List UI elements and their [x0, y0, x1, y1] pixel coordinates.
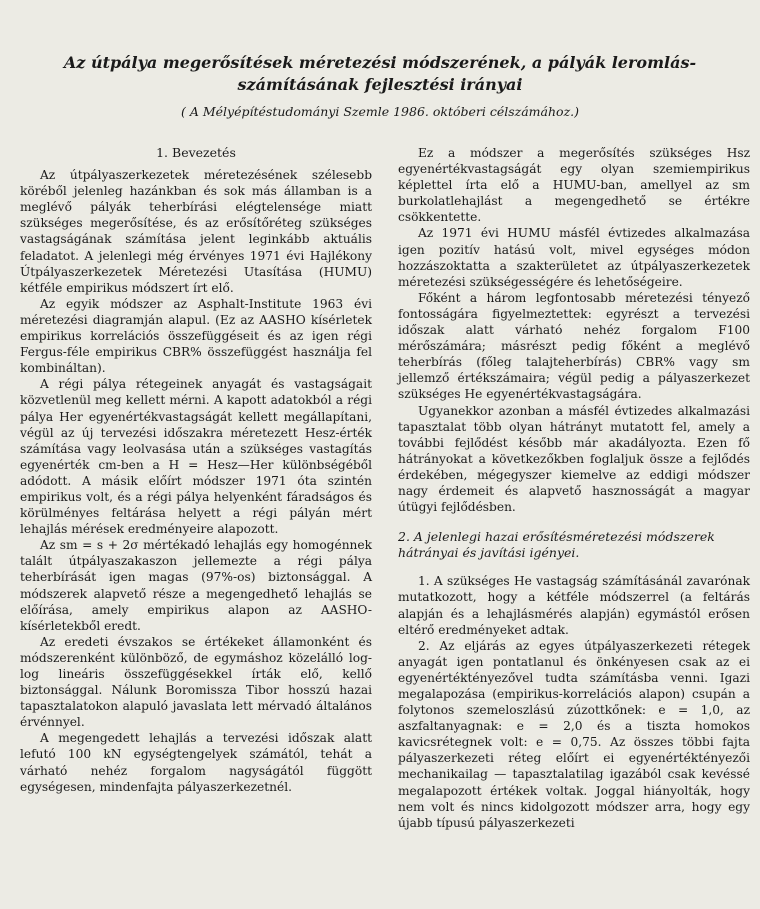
- paragraph: Főként a három legfontosabb méretezési tényező fontosságára figyelmeztettek: egyrészt a tervezési időszak alatt várható nehéz forgalom F100 mérőszámára; másrészt pedig főként a meglévő teherbírás (főleg talajteherbírás) CBR% vagy sm jellemző értékszámaira; végül pedig a pályaszerkezet szükséges He egyenértékvastagságára.: [398, 290, 750, 402]
- paragraph: Az sm = s + 2σ mértékadó lehajlás egy homogénnek talált útpályaszakaszon jellemezte a régi pálya teherbírását igen magas (97%-os) biztonsággal. A módszerek alapvető része a megengedhető lehajlás se előírása, amely empirikus alapon az AASHO-kísérletekből eredt.: [20, 538, 372, 633]
- paragraph: Az útpályaszerkezetek méretezésének szélesebb köréből jelenleg hazánkban és sok más államban is a meglévő pályák teherbírási elégtelensége miatt szükséges megerősítése, és az erősítőréteg szükséges vastagságának számítása jelent leginkább aktuális feladatot. A jelenlegi még érvényes 1971 évi Hajlékony Útpályaszerkezetek Méretezési Utasítása (HUMU) kétféle empirikus módszert írt elő.: [20, 168, 372, 295]
- paragraph: Az 1971 évi HUMU másfél évtizedes alkalmazása igen pozitív hatású volt, mivel egységes módon hozzászoktatta a szakterületet az útpályaszerkezetek méretezési szükségességére és lehetőségeire.: [398, 226, 750, 289]
- article-subtitle: ( A Mélyépítéstudományi Szemle 1986. októberi célszámához.): [180, 104, 580, 119]
- right-column: [398, 145, 750, 831]
- paragraph: Az egyik módszer az Asphalt-Institute 1963 évi méretezési diagramján alapul. (Ez az AASHO kísérletek empirikus korrelációs összefüggéseit és az igen régi Fergus-féle empirikus CBR% összefüggést használja fel kombináltan).: [20, 296, 372, 376]
- section-2-heading: 2. A jelenlegi hazai erősítésméretezési módszerek hátrányai és javítási igényei.: [398, 529, 715, 561]
- paragraph: Ugyanekkor azonban a másfél évtizedes alkalmazási tapasztalat több olyan hátrányt mutatott fel, amely a további fejlődést később már akadályozta. Ezen fő hátrányokat a következőkben foglaljuk össze a fejlődés érdekében, mégegyszer kiemelve az eddigi módszer nagy érdemeit és alapvető hasznosságát a magyar útügyi fejlődésben.: [398, 403, 750, 515]
- paragraph: 2. Az eljárás az egyes útpályaszerkezeti rétegek anyagát igen pontatlanul és önkényesen csak az ei egyenértéktényezővel tudta számításba venni. Igazi megalapozása (empirikus-korrelációs alapon) csupán a folytonos szemeloszlású zúzottkőnek: e = 1,0, az aszfaltanyagnak: e = 2,0 és a tiszta homokos kavicsrétegnek volt: e = 0,75. Az összes többi fajta pályaszerkezeti réteg előírt ei egyenértéktényezői mechanikailag — tapasztalatilag igazából csak kevéssé megalapozott értékek voltak. Joggal hiányolták, hogy nem volt és nincs kidolgozott módszer arra, hogy egy újabb típusú pályaszerkezeti: [398, 638, 750, 830]
- paragraph: 1. A szükséges He vastagság számításánál zavarónak mutatkozott, hogy a kétféle módszerrel (a feltárás alapján és a lehajlásmérés alapján) egymástól erősen eltérő eredményeket adtak.: [398, 574, 750, 637]
- left-column: [20, 145, 372, 795]
- paragraph: Az eredeti évszakos se értékeket államonként és módszerenként különböző, de egymáshoz közelálló log-log lineáris összefüggésekkel írták elő, kellő biztonsággal. Nálunk Boromissza Tibor hosszú hazai tapasztalatokon alapuló javaslata lett mérvadó általános érvénnyel.: [20, 634, 372, 730]
- paragraph: Ez a módszer a megerősítés szükséges Hsz egyenértékvastagságát egy olyan szemiempirikus képlettel írta elő a HUMU-ban, amellyel az sm burkolatlehajlást a megengedhető se értékre csökkentette.: [398, 146, 750, 225]
- paragraph: A megengedett lehajlás a tervezési időszak alatt lefutó 100 kN egységtengelyek számától, tehát a várható nehéz forgalom nagyságától függött egységesen, mindenfajta pályaszerkezetnél.: [20, 731, 372, 794]
- section-1-heading: 1. Bevezetés: [156, 145, 236, 160]
- article-title: Az útpálya megerősítések méretezési módszerének, a pályák leromlás-számításának fejlesztési irányai: [63, 53, 697, 94]
- paragraph: A régi pálya rétegeinek anyagát és vastagságait közvetlenül meg kellett mérni. A kapott adatokból a régi pálya Her egyenértékvastagságát kellett megállapítani, végül az új tervezési időszakra méretezett Hesz-érték számítása vagy leolvasása után a szükséges vastagítás egyenérték cm-ben a H = Hesz—Her különbségéből adódott. A másik előírt módszer 1971 óta szintén empirikus volt, és a régi pálya helyenként fáradságos és körülményes feltárása helyett a régi pályán mért lehajlás mérések eredményeire alapozott.: [20, 377, 372, 537]
